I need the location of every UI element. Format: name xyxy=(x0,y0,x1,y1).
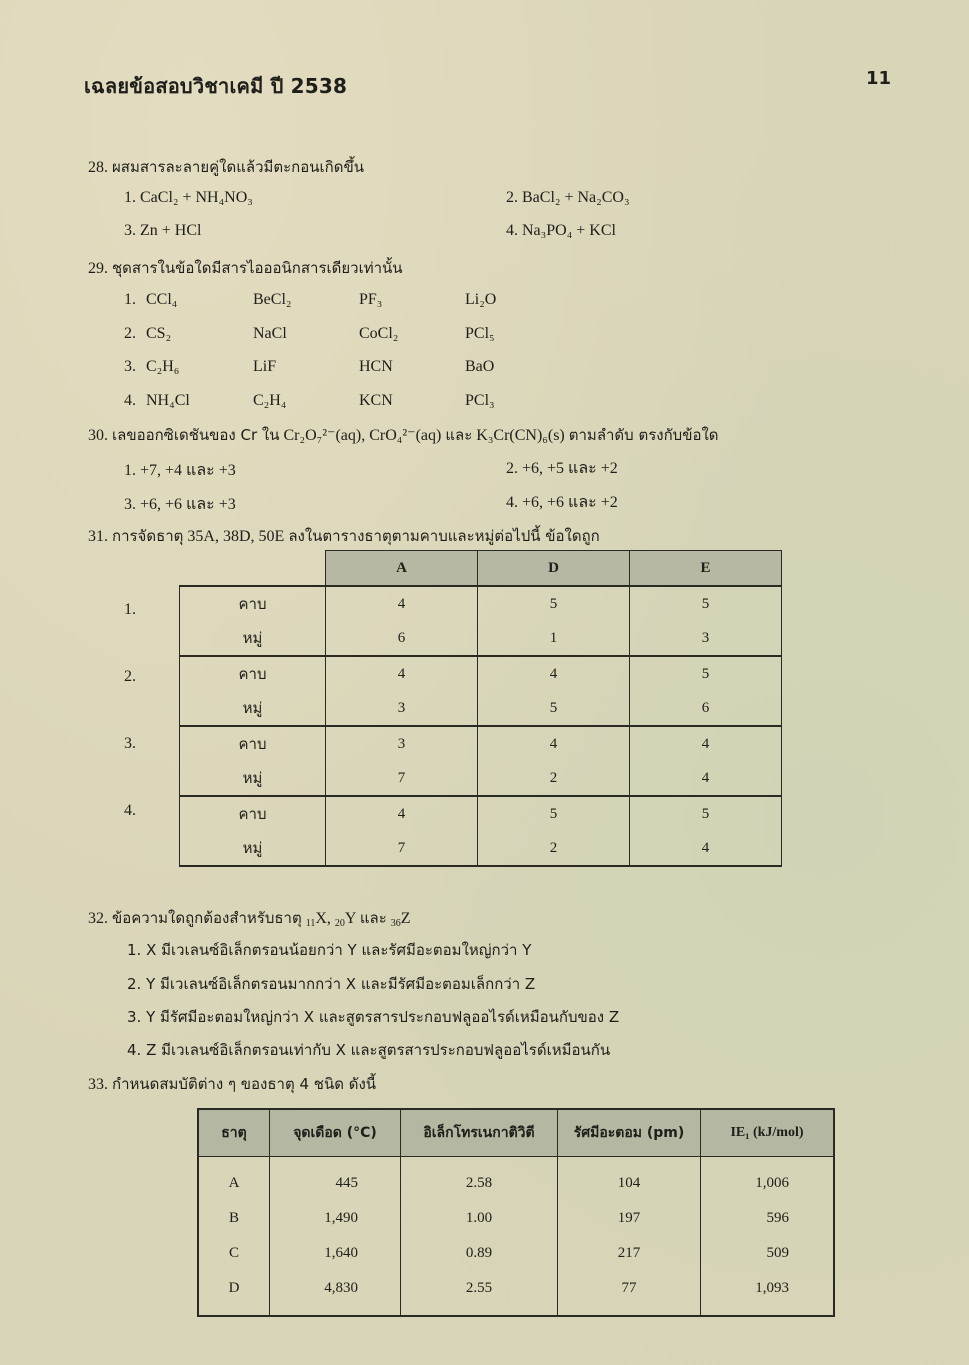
element-a: 35A, xyxy=(187,528,219,545)
question-33: 33. กำหนดสมบัติต่าง ๆ ของธาตุ 4 ชนิด ดังนี้ xyxy=(88,1075,377,1093)
q30-option-4: 4. +6, +6 และ +2 xyxy=(506,494,618,511)
question-29-stem: ชุดสารในข้อใดมีสารไอออนิกสารเดียวเท่านั้น xyxy=(112,259,403,277)
question-32: 32. ข้อความใดถูกต้องสำหรับธาตุ $_{11}$X, $_{20}$Y และ $_{36}$Z xyxy=(88,909,411,929)
header-d: D xyxy=(478,551,630,587)
header-atomic-radius: รัศมีอะตอม (pm) xyxy=(558,1109,701,1157)
q28-option-1: 1. CaCl₂ + NH₄NO₃ xyxy=(124,189,253,206)
q28-option-3: 3. Zn + HCl xyxy=(124,222,202,239)
table-row: หมู่ 6 1 3 xyxy=(180,621,782,656)
table-row: คาบ 4 5 5 xyxy=(180,586,782,621)
table-row: D 4,830 2.55 77 1,093 xyxy=(198,1271,834,1316)
element-z: Z xyxy=(400,910,411,927)
element-properties-table xyxy=(197,1108,835,1317)
q32-option-4: 4. Z มีเวเลนซ์อิเล็กตรอนเท่ากับ X และสูตรสารประกอบฟลูออไรด์เหมือนกัน xyxy=(127,1041,611,1059)
header-ie1: IE₁ (kJ/mol) xyxy=(701,1109,835,1157)
table-row: A 445 2.58 104 1,006 xyxy=(198,1157,834,1202)
species-chromate: CrO₄²⁻(aq) xyxy=(369,427,442,444)
element-x: X, xyxy=(315,910,331,927)
species-dichromate: Cr₂O₇²⁻(aq), xyxy=(283,427,366,444)
q30-option-2: 2. +6, +5 และ +2 xyxy=(506,460,618,477)
table-header-row xyxy=(180,551,782,587)
header-e: E xyxy=(630,551,782,587)
table-row: หมู่ 7 2 4 xyxy=(180,831,782,866)
table-row: คาบ 3 4 4 xyxy=(180,726,782,761)
table-row: คาบ 4 4 5 xyxy=(180,656,782,691)
question-28: 28. ผสมสารละลายคู่ใดแล้วมีตะกอนเกิดขึ้น xyxy=(88,158,364,176)
header-electronegativity: อิเล็กโทรเนกาติวิตี xyxy=(401,1109,558,1157)
exam-page: เฉลยข้อสอบวิชาเคมี ปี 2538 11 28. ผสมสารละลายคู่ใดแล้วมีตะกอนเกิดขึ้น 1. CaCl₂ + NH₄NO₃ 2. BaCl₂ + Na₂CO₃ 3. Zn + HCl 4. Na₃PO₄ + KCl 29. ชุดสารในข้อใดมีสารไอออนิกสารเดียวเท่านั้น 1. CCl₄ BeCl₂ PF₃ Li₂O 2. CS₂ NaCl CoCl₂ PCl₅ 3. C₂H₆ LiF HCN BaO 4. NH₄Cl C₂H₄ KCN PCl₃ 30. เลขออกซิเดชันของ Cr ใน Cr₂O₇²⁻(aq), CrO₄²⁻(aq) และ K₃Cr(CN)₆(s) ตามลำดับ ตรงกับข้อใด 1. +7, +4 และ +3 2. +6, +5 และ +2 3. +6, +6 และ +3 4. +6, +6 และ +2 31. การจัดธาตุ 35A, 38D, 50E ลงในตารางธาตุตามคาบและหมู่ต่อไปนี้ ข้อใดถูก 1. 2. 3. 4. A D E คาบ 4 5 5 หมู่ 6 1 3 คาบ 4 4 5 หมู่ 3 5 6 คาบ 3 4 4 หมู่ 7 2 4 คาบ 4 5 5 หมู่ 7 2 4 32. ข้อความใดถูกต้องสำหรับธาตุ $_{11}$X, $_{20}$Y และ $_{36}$Z 1. X มีเวเลนซ์อิเล็กตรอนน้อยกว่า Y และรัศมีอะตอมใหญ่กว่า Y 2. Y มีเวเลนซ์อิเล็กตรอนมากกว่า X และมีรัศมีอะตอมเล็กกว่า Z 3. Y มีรัศมีอะตอมใหญ่กว่า X และสูตรสารประกอบฟลูออไรด์เหมือนกับของ Z 4. Z มีเวเลนซ์อิเล็กตรอนเท่ากับ X และสูตรสารประกอบฟลูออไรด์เหมือนกัน 33. กำหนดสมบัติต่าง ๆ ของธาตุ 4 ชนิด ดังนี้ ธาตุ จุดเดือด (°C) อิเล็กโทรเนกาติวิตี รัศมีอะตอม (pm) IE₁ (kJ/mol) A 445 2.58 104 1,006 B 1,490 1.00 197 596 C 1,640 0.89 217 509 D 4,830 2.55 77 1,093 xyxy=(0,0,969,1365)
table-row: หมู่ 3 5 6 xyxy=(180,691,782,726)
table-row: C 1,640 0.89 217 509 xyxy=(198,1236,834,1271)
header-element: ธาตุ xyxy=(198,1109,270,1157)
q31-option-1-num: 1. xyxy=(124,601,136,618)
q30-option-3: 3. +6, +6 และ +3 xyxy=(124,496,236,513)
table-row: คาบ 4 5 5 xyxy=(180,796,782,831)
element-y: Y xyxy=(344,910,356,927)
species-hexacyanochromate: K₃Cr(CN)₆(s) xyxy=(476,427,565,444)
table-header-row xyxy=(198,1109,834,1157)
page-header-title: เฉลยข้อสอบวิชาเคมี ปี 2538 xyxy=(84,74,348,98)
header-a: A xyxy=(326,551,478,587)
q32-option-3: 3. Y มีรัศมีอะตอมใหญ่กว่า X และสูตรสารประกอบฟลูออไรด์เหมือนกับของ Z xyxy=(127,1008,620,1026)
page-number: 11 xyxy=(866,68,892,89)
header-boiling-point: จุดเดือด (°C) xyxy=(270,1109,401,1157)
table-row: B 1,490 1.00 197 596 xyxy=(198,1201,834,1236)
period-group-table xyxy=(179,550,782,867)
q30-option-1: 1. +7, +4 และ +3 xyxy=(124,462,236,479)
element-d: 38D, xyxy=(222,528,255,545)
q32-option-2: 2. Y มีเวเลนซ์อิเล็กตรอนมากกว่า X และมีรัศมีอะตอมเล็กกว่า Z xyxy=(127,975,536,993)
q32-option-1: 1. X มีเวเลนซ์อิเล็กตรอนน้อยกว่า Y และรัศมีอะตอมใหญ่กว่า Y xyxy=(127,941,532,959)
table-row: หมู่ 7 2 4 xyxy=(180,761,782,796)
question-28-stem: ผสมสารละลายคู่ใดแล้วมีตะกอนเกิดขึ้น xyxy=(112,158,364,176)
question-31: 31. การจัดธาตุ 35A, 38D, 50E ลงในตารางธาตุตามคาบและหมู่ต่อไปนี้ ข้อใดถูก xyxy=(88,527,600,545)
q28-option-4: 4. Na₃PO₄ + KCl xyxy=(506,222,616,239)
question-30: 30. เลขออกซิเดชันของ Cr ใน Cr₂O₇²⁻(aq), CrO₄²⁻(aq) และ K₃Cr(CN)₆(s) ตามลำดับ ตรงกับข้อใด xyxy=(88,426,719,444)
q28-option-2: 2. BaCl₂ + Na₂CO₃ xyxy=(506,189,630,206)
element-e: 50E xyxy=(258,528,285,545)
q31-option-2-num: 2. xyxy=(124,668,136,685)
question-29: 29. ชุดสารในข้อใดมีสารไอออนิกสารเดียวเท่านั้น xyxy=(88,259,403,277)
q31-option-4-num: 4. xyxy=(124,802,136,819)
q31-option-3-num: 3. xyxy=(124,735,136,752)
